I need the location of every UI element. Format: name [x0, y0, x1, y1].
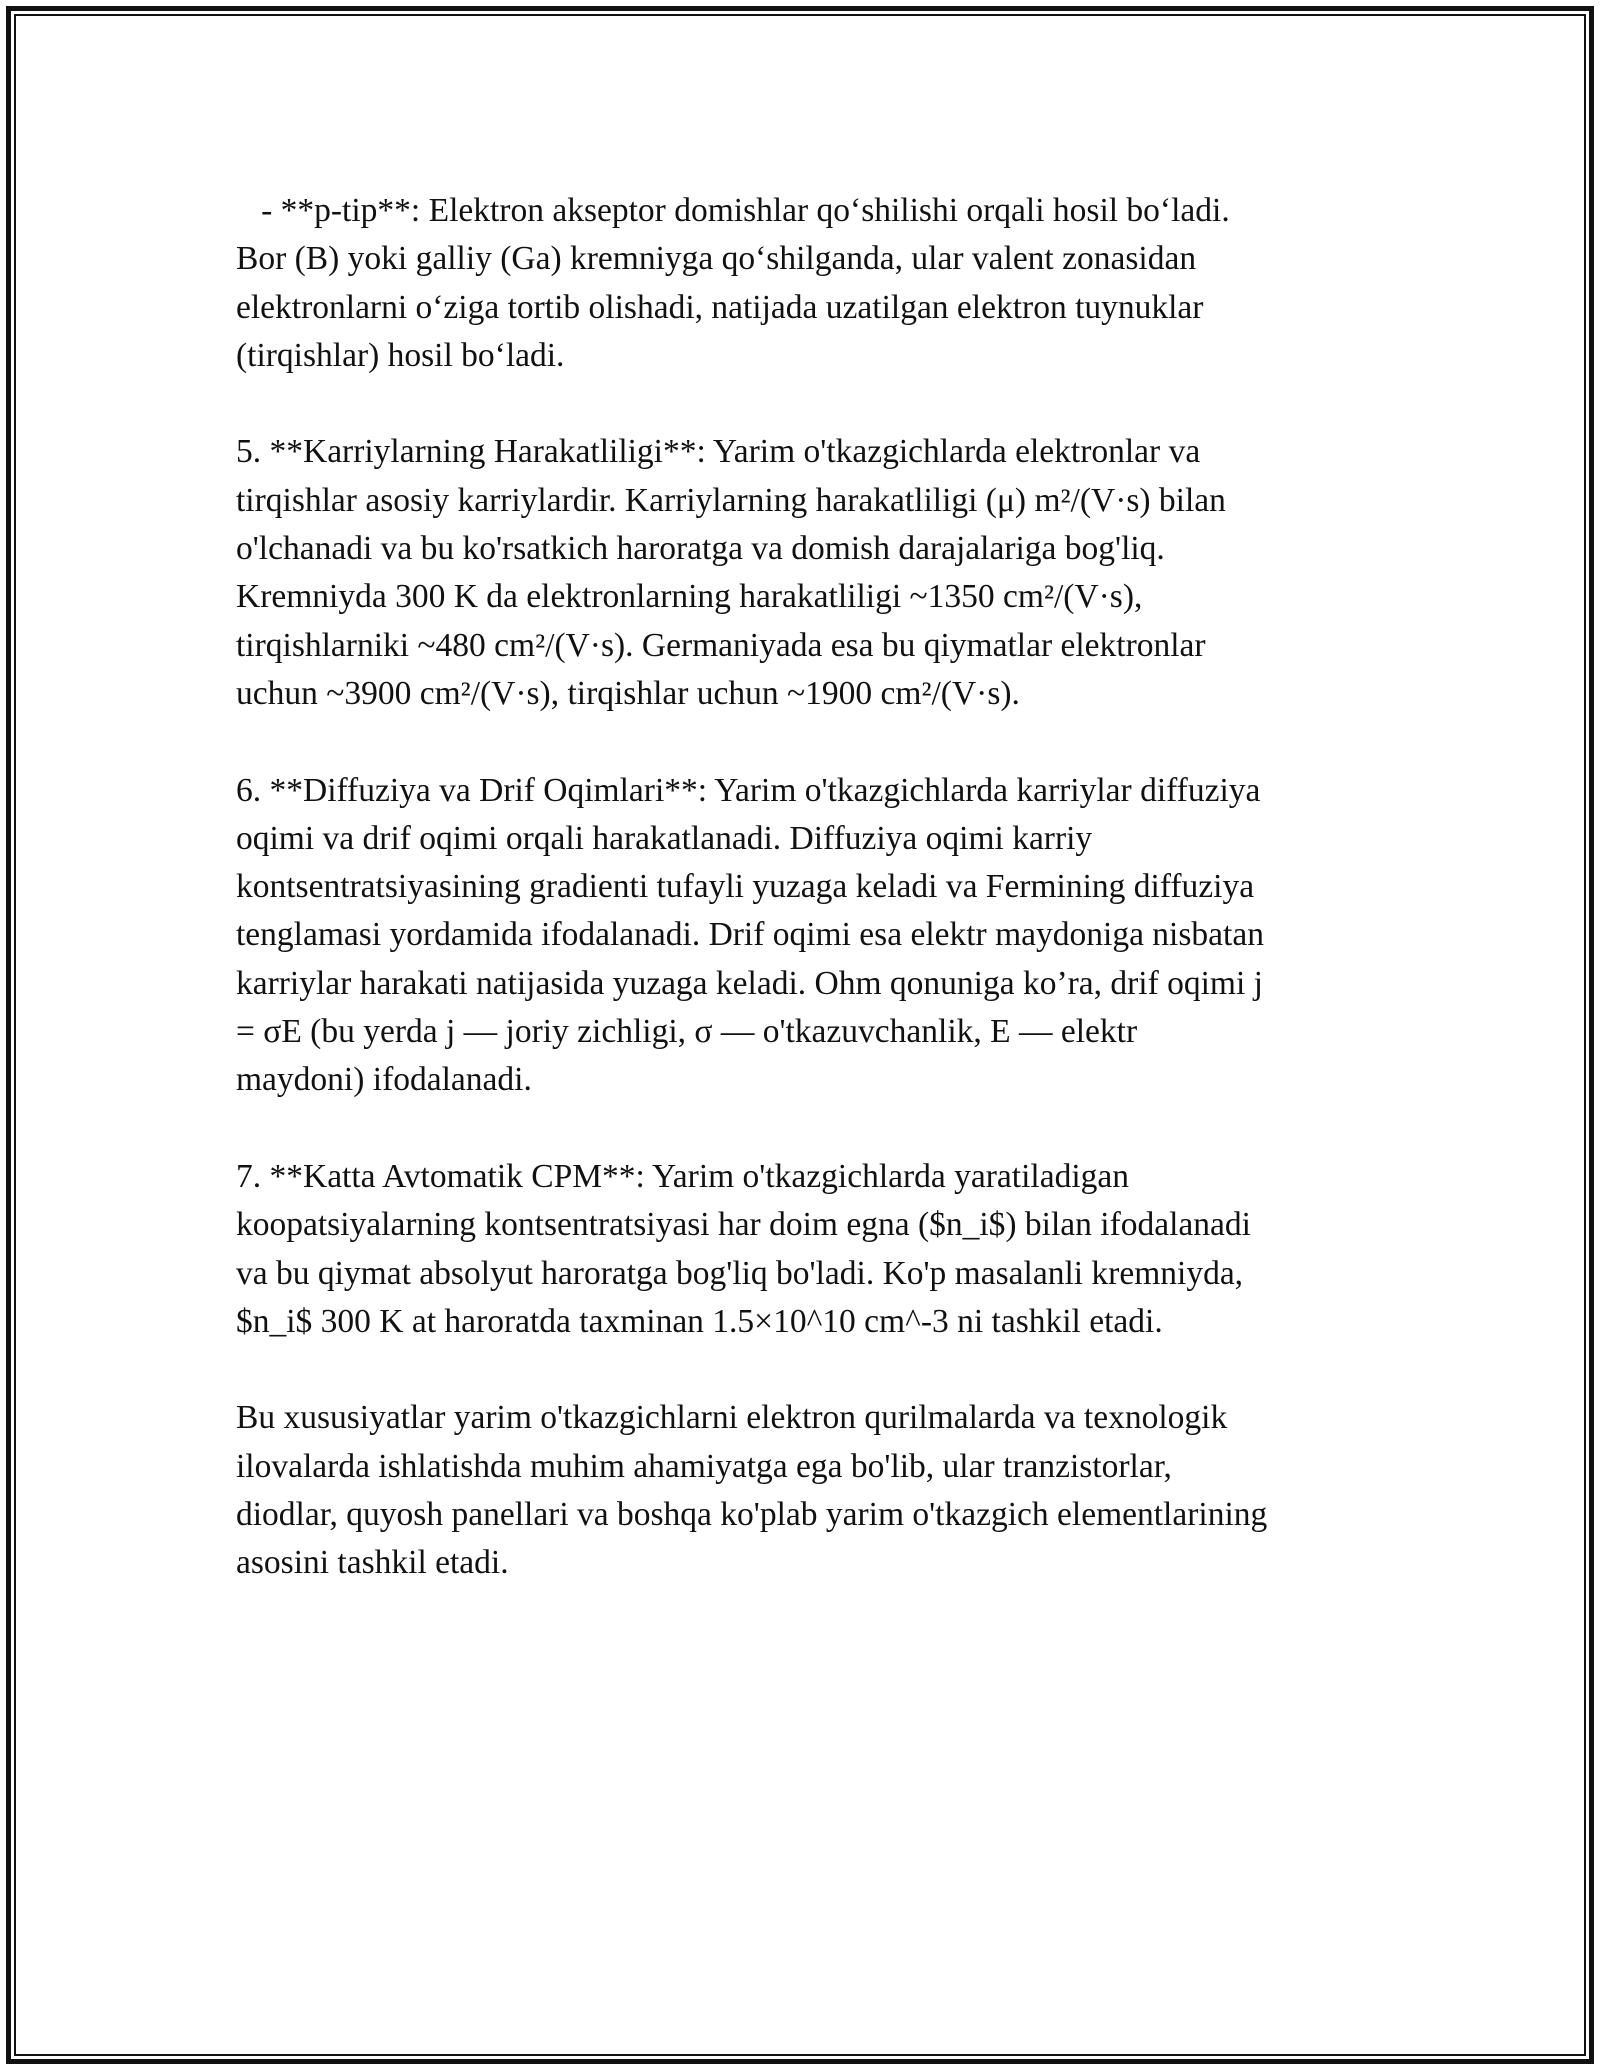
paragraph-carrier-mobility: [236, 428, 1384, 718]
text-line: tirqishlar asosiy karriylardir. Karriylarning harakatliligi (μ) m²/(V·s) bilan: [236, 481, 1226, 519]
text-line: elektronlarni o‘ziga tortib olishadi, natijada uzatilgan elektron tuynuklar: [236, 288, 1204, 326]
text-line: $n_i$ 300 K at haroratda taxminan 1.5×10^10 cm^-3 ni tashkil etadi.: [236, 1302, 1163, 1340]
text-line: kontsentratsiyasining gradienti tufayli yuzaga keladi va Fermining diffuziya: [236, 868, 1255, 906]
text-line: koopatsiyalarning kontsentratsiyasi har doim egna ($n_i$) bilan ifodalanadi: [236, 1206, 1251, 1244]
text-line: tenglamasi yordamida ifodalanadi. Drif oqimi esa elektr maydoniga nisbatan: [236, 916, 1264, 954]
text-line: karriylar harakati natijasida yuzaga keladi. Ohm qonuniga ko’ra, drif oqimi j: [236, 964, 1263, 1002]
text-line: uchun ~3900 cm²/(V·s), tirqishlar uchun ~1900 cm²/(V·s).: [236, 674, 1020, 712]
text-line: o'lchanadi va bu ko'rsatkich haroratga va domish darajalariga bog'liq.: [236, 530, 1165, 568]
text-line: ilovalarda ishlatishda muhim ahamiyatga ega bo'lib, ular tranzistorlar,: [236, 1447, 1172, 1485]
paragraph-p-type: [236, 187, 1384, 380]
text-line: - **p-tip**: Elektron akseptor domishlar qo‘shilishi orqali hosil bo‘ladi.: [236, 192, 1230, 229]
text-line: 5. **Karriylarning Harakatliligi**: Yarim o'tkazgichlarda elektronlar va: [236, 433, 1201, 471]
text-line: oqimi va drif oqimi orqali harakatlanadi. Diffuziya oqimi karriy: [236, 819, 1093, 857]
text-line: tirqishlarniki ~480 cm²/(V·s). Germaniyada esa bu qiymatlar elektronlar: [236, 626, 1206, 664]
text-line: diodlar, quyosh panellari va boshqa ko'plab yarim o'tkazgich elementlarining: [236, 1496, 1268, 1534]
text-line: (tirqishlar) hosil bo‘ladi.: [236, 336, 565, 374]
text-line: Kremniyda 300 K da elektronlarning harakatliligi ~1350 cm²/(V·s),: [236, 578, 1143, 616]
text-line: va bu qiymat absolyut haroratga bog'liq bo'ladi. Ko'p masalanli kremniyda,: [236, 1254, 1244, 1292]
text-line: Bu xususiyatlar yarim o'tkazgichlarni elektron qurilmalarda va texnologik: [236, 1399, 1228, 1437]
paragraph-conclusion: [236, 1394, 1384, 1587]
text-line: = σE (bu yerda j — joriy zichligi, σ — o'tkazuvchanlik, E — elektr: [236, 1013, 1138, 1051]
text-line: 6. **Diffuziya va Drif Oqimlari**: Yarim o'tkazgichlarda karriylar diffuziya: [236, 771, 1261, 809]
text-line: Bor (B) yoki galliy (Ga) kremniyga qo‘shilganda, ular valent zonasidan: [236, 240, 1197, 278]
text-line: 7. **Katta Avtomatik CPM**: Yarim o'tkazgichlarda yaratiladigan: [236, 1157, 1130, 1195]
text-line: maydoni) ifodalanadi.: [236, 1061, 532, 1099]
paragraph-intrinsic-concentration: [236, 1153, 1384, 1346]
document-body: [236, 187, 1384, 1636]
paragraph-diffusion-drift: [236, 767, 1384, 1105]
text-line: asosini tashkil etadi.: [236, 1544, 509, 1582]
